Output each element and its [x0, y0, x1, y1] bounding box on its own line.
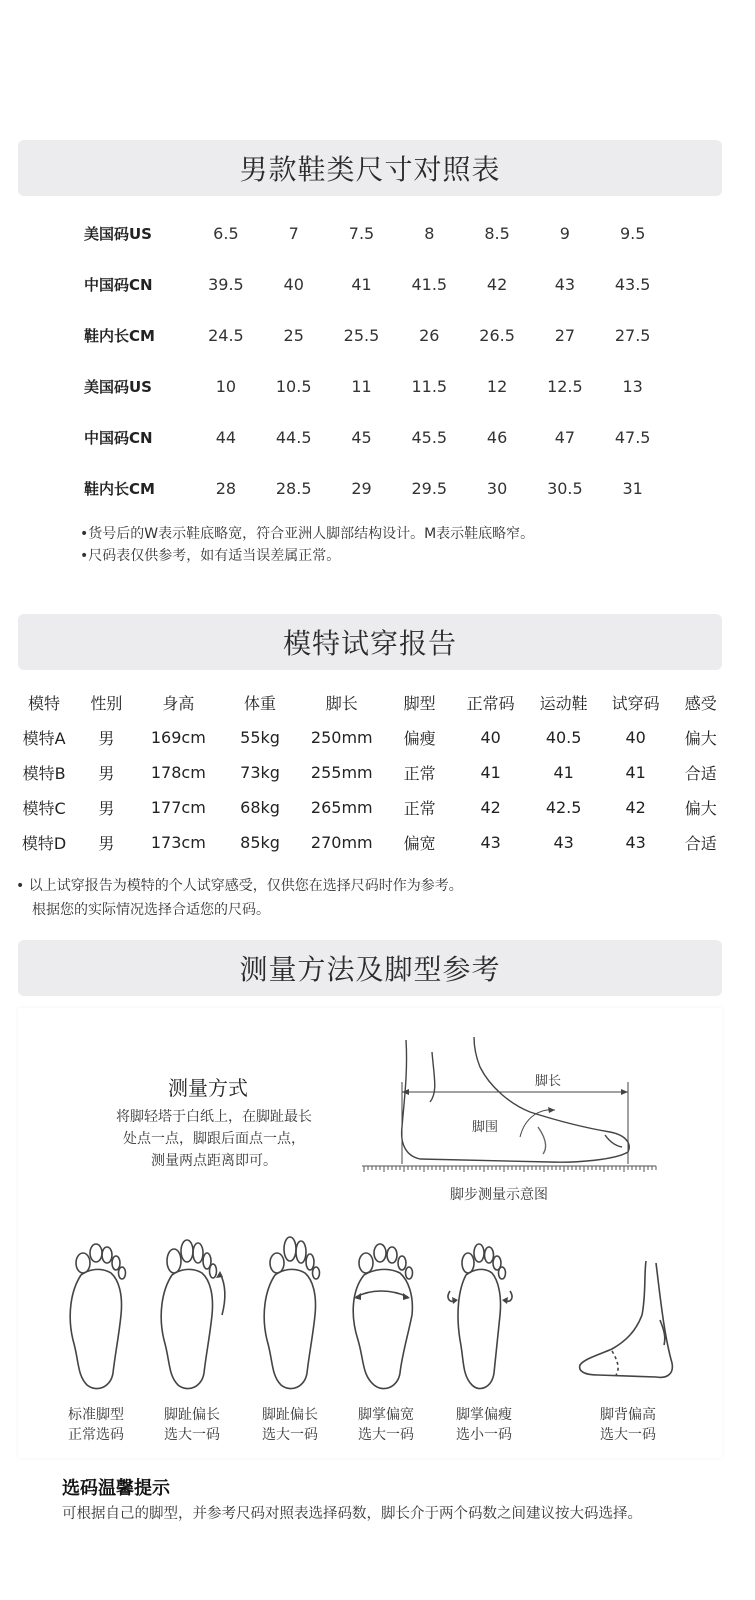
table-cell: 合适	[684, 764, 717, 783]
foot-caption-line: 标准脚型	[68, 1407, 124, 1423]
fit-report-title: 模特试穿报告	[282, 627, 457, 660]
column-header: 性别	[90, 694, 123, 713]
size-cell: 11	[351, 377, 372, 396]
foot-caption	[142, 1405, 242, 1445]
table-row	[10, 720, 730, 755]
size-cell: 41	[351, 275, 372, 294]
column-header: 模特	[28, 694, 61, 713]
fit-report-notes	[16, 874, 463, 922]
size-cell: 47.5	[614, 428, 651, 447]
foot-type-narrow	[434, 1235, 534, 1445]
table-cell: 模特D	[21, 834, 67, 853]
size-cell: 7	[288, 224, 299, 243]
size-cell: 30	[486, 479, 508, 498]
size-cell: 12	[486, 377, 508, 396]
foot-caption	[434, 1405, 534, 1445]
size-row	[62, 412, 682, 463]
table-cell: 68kg	[240, 798, 280, 817]
size-cell: 8.5	[484, 224, 510, 243]
size-cell: 31	[622, 479, 643, 498]
size-cell: 43.5	[614, 275, 651, 294]
table-row	[10, 825, 730, 860]
table-cell: 55kg	[240, 728, 280, 747]
size-chart-title-banner	[18, 140, 722, 196]
foot-sole-icon	[255, 1235, 325, 1395]
table-cell: 41	[625, 763, 646, 782]
foot-sole-icon	[346, 1235, 426, 1395]
table-cell: 270mm	[310, 833, 373, 852]
column-header: 运动鞋	[539, 694, 588, 713]
table-cell: 偏宽	[403, 834, 436, 853]
size-chart-title: 男款鞋类尺寸对照表	[239, 153, 501, 186]
foot-caption-line: 脚趾偏长	[262, 1407, 318, 1423]
table-cell: 40	[625, 728, 646, 747]
size-chart-notes	[80, 523, 534, 567]
size-row	[62, 259, 682, 310]
size-cell: 39.5	[208, 275, 244, 294]
table-row	[10, 790, 730, 825]
fit-report-table	[10, 685, 730, 860]
table-cell: 42	[480, 798, 501, 817]
size-cell: 26	[419, 326, 440, 345]
table-cell: 173cm	[150, 833, 206, 852]
size-cell: 12.5	[547, 377, 583, 396]
table-cell: 40.5	[545, 728, 582, 747]
table-cell: 43	[553, 833, 574, 852]
foot-caption	[568, 1405, 688, 1445]
table-cell: 43	[625, 833, 646, 852]
size-cell: 25.5	[343, 326, 380, 345]
table-cell: 41	[553, 763, 574, 782]
foot-sole-icon	[444, 1235, 524, 1395]
table-cell: 255mm	[310, 763, 373, 782]
method-line: 处点一点，脚跟后面点一点，	[123, 1131, 305, 1147]
side-foot-illustration	[360, 1032, 660, 1172]
table-cell: 偏大	[684, 729, 717, 748]
fit-note-line: • 以上试穿报告为模特的个人试穿感受，仅供您在选择尺码时作为参考。	[16, 878, 463, 894]
method-line: 将脚轻塔于白纸上，在脚趾最长	[116, 1109, 312, 1125]
method-description	[84, 1106, 344, 1172]
size-cell: 13	[622, 377, 643, 396]
size-cell: 10.5	[275, 377, 312, 396]
size-cell: 40	[283, 275, 304, 294]
size-row-label: 美国码US	[84, 378, 152, 396]
size-cell: 7.5	[348, 224, 375, 243]
table-cell: 男	[98, 729, 115, 748]
size-cell: 6.5	[213, 224, 239, 243]
table-cell: 42.5	[545, 798, 582, 817]
foot-caption-line: 选大一码	[164, 1427, 220, 1443]
table-cell: 41	[480, 763, 501, 782]
table-cell: 42	[625, 798, 646, 817]
method-title: 测量方式	[168, 1076, 248, 1100]
table-cell: 男	[98, 764, 115, 783]
table-cell: 85kg	[240, 833, 280, 852]
size-cell: 44.5	[275, 428, 312, 447]
table-cell: 177cm	[150, 798, 206, 817]
size-row	[62, 208, 682, 259]
size-note-line: •尺码表仅供参考，如有适当误差属正常。	[80, 548, 341, 564]
foot-sole-icon	[152, 1235, 232, 1395]
table-cell: 73kg	[240, 763, 280, 782]
foot-type-high-instep	[568, 1235, 688, 1445]
size-row-label: 美国码US	[84, 225, 152, 243]
foot-type-wide	[336, 1235, 436, 1445]
foot-measure-diagram	[360, 1032, 660, 1203]
foot-caption-line: 脚趾偏长	[164, 1407, 220, 1423]
size-cell: 28	[215, 479, 237, 498]
table-cell: 男	[98, 834, 115, 853]
size-row	[62, 310, 682, 361]
size-cell: 45.5	[411, 428, 448, 447]
foot-caption	[336, 1405, 436, 1445]
size-cell: 11.5	[411, 377, 448, 396]
foot-caption-line: 脚掌偏瘦	[456, 1407, 512, 1423]
table-header-row	[10, 685, 730, 720]
table-cell: 40	[480, 728, 501, 747]
column-header: 脚型	[403, 694, 436, 713]
measure-title: 测量方法及脚型参考	[239, 953, 501, 986]
size-row-label: 鞋内长CM	[84, 480, 155, 498]
column-header: 正常码	[466, 694, 515, 713]
table-cell: 模特C	[22, 799, 66, 818]
size-cell: 29.5	[411, 479, 448, 498]
measure-title-banner	[18, 940, 722, 996]
column-header: 体重	[244, 694, 277, 713]
size-row	[62, 463, 682, 514]
size-cell: 45	[351, 428, 372, 447]
foot-girth-label: 脚围	[472, 1120, 499, 1135]
size-cell: 9	[559, 224, 570, 243]
size-row-label: 中国码CN	[84, 276, 153, 294]
size-cell: 42	[486, 275, 508, 294]
column-header: 脚长	[325, 694, 358, 713]
size-cell: 27.5	[614, 326, 651, 345]
size-cell: 41.5	[411, 275, 448, 294]
size-note-line: •货号后的W表示鞋底略宽，符合亚洲人脚部结构设计。M表示鞋底略窄。	[80, 526, 535, 542]
foot-caption-line: 脚掌偏宽	[358, 1407, 414, 1423]
size-cell: 8	[424, 224, 435, 243]
table-cell: 正常	[403, 799, 436, 818]
method-line: 测量两点距离即可。	[151, 1153, 277, 1169]
size-cell: 9.5	[619, 224, 646, 243]
side-foot-instep-icon	[568, 1235, 688, 1395]
size-cell: 43	[554, 275, 576, 294]
table-cell: 模特B	[22, 764, 66, 783]
size-cell: 25	[283, 326, 304, 345]
table-cell: 178cm	[150, 763, 206, 782]
size-row	[62, 361, 682, 412]
size-cell: 44	[215, 428, 237, 447]
table-cell: 265mm	[310, 798, 373, 817]
foot-caption-line: 选大一码	[358, 1427, 414, 1443]
table-cell: 偏瘦	[403, 729, 436, 748]
table-cell: 正常	[403, 764, 436, 783]
foot-type-long-toes-2	[240, 1235, 340, 1445]
size-cell: 26.5	[479, 326, 515, 345]
size-cell: 46	[486, 428, 508, 447]
table-cell: 偏大	[684, 799, 717, 818]
fit-note-line: 根据您的实际情况选择合适您的尺码。	[32, 902, 270, 918]
size-cell: 30.5	[547, 479, 583, 498]
table-cell: 模特A	[22, 729, 66, 748]
size-cell: 10	[215, 377, 237, 396]
foot-type-standard	[46, 1235, 146, 1445]
foot-caption-line: 选大一码	[262, 1427, 318, 1443]
column-header: 身高	[162, 694, 195, 713]
size-cell: 27	[554, 326, 576, 345]
tips-text: 可根据自己的脚型，并参考尺码对照表选择码数，脚长介于两个码数之间建议按大码选择。	[62, 1506, 642, 1522]
foot-length-label: 脚长	[535, 1074, 562, 1089]
size-row-label: 鞋内长CM	[84, 327, 155, 345]
foot-caption-line: 脚背偏高	[600, 1407, 656, 1423]
size-chart-table	[62, 208, 682, 514]
diagram-caption: 脚步测量示意图	[450, 1187, 548, 1203]
foot-caption	[46, 1405, 146, 1445]
table-cell: 男	[98, 799, 115, 818]
foot-sole-icon	[61, 1235, 131, 1395]
column-header: 感受	[684, 694, 717, 713]
table-cell: 169cm	[150, 728, 206, 747]
foot-caption	[240, 1405, 340, 1445]
foot-caption-line: 选大一码	[600, 1427, 656, 1443]
column-header: 试穿码	[611, 694, 660, 713]
table-row	[10, 755, 730, 790]
size-cell: 28.5	[275, 479, 312, 498]
table-cell: 250mm	[310, 728, 373, 747]
table-cell: 合适	[684, 834, 717, 853]
size-cell: 29	[351, 479, 372, 498]
size-cell: 24.5	[208, 326, 244, 345]
table-cell: 43	[480, 833, 501, 852]
foot-caption-line: 正常选码	[68, 1427, 124, 1443]
size-row-label: 中国码CN	[84, 429, 153, 447]
tips-title: 选码温馨提示	[62, 1478, 170, 1499]
foot-type-long-toes	[142, 1235, 242, 1445]
foot-caption-line: 选小一码	[456, 1427, 512, 1443]
size-cell: 47	[554, 428, 576, 447]
fit-report-title-banner	[18, 614, 722, 670]
